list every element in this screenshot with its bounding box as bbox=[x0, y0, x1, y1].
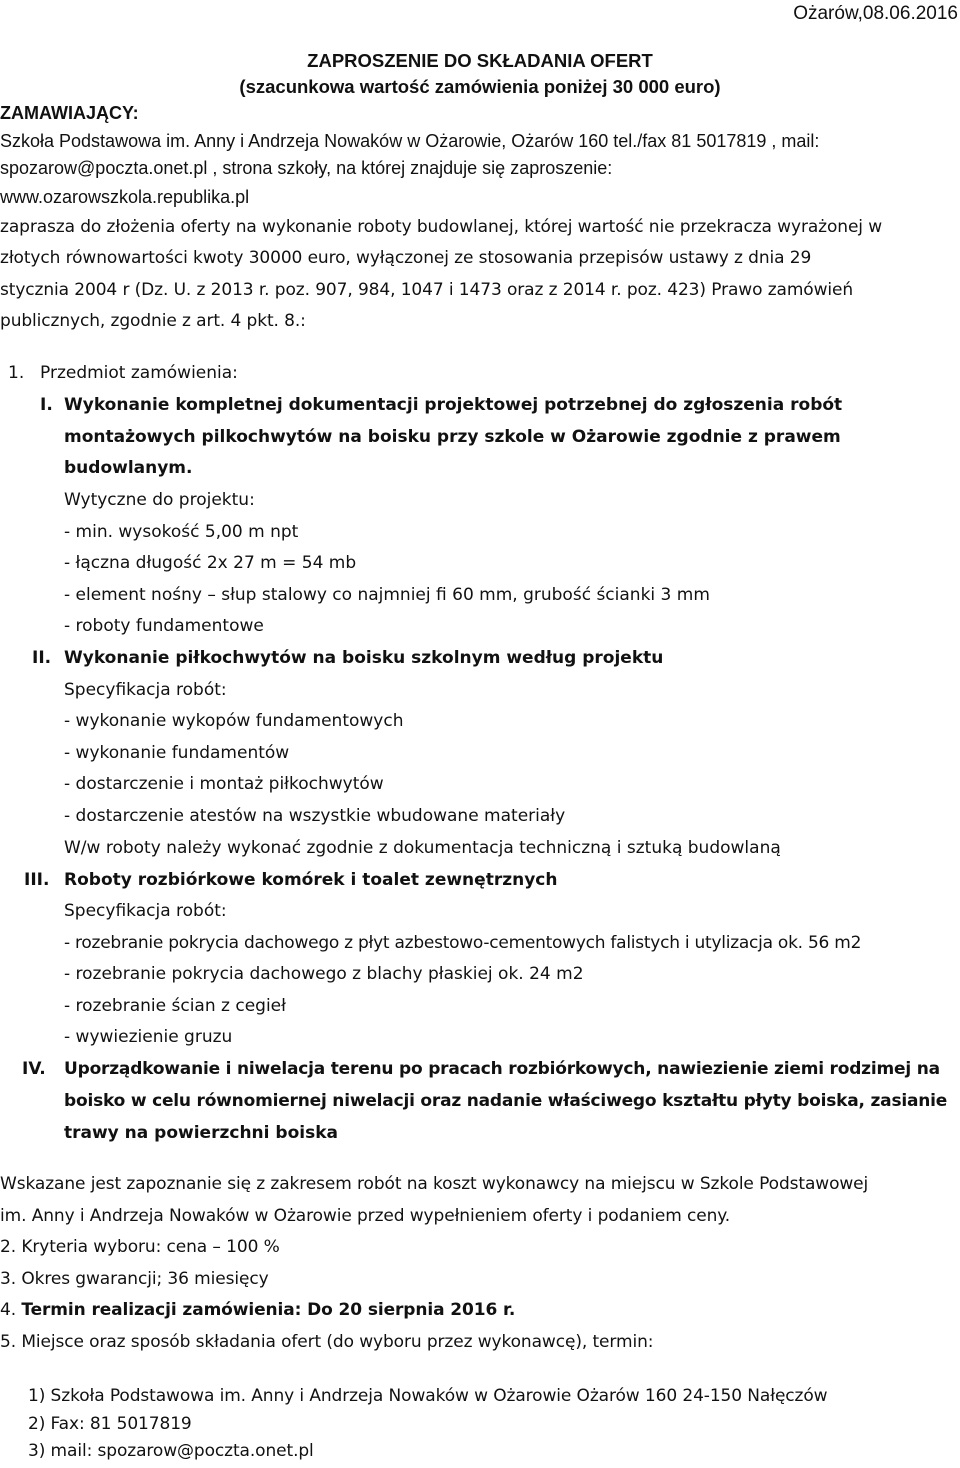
intro-line: publicznych, zgodnie z art. 4 pkt. 8.: bbox=[0, 311, 306, 331]
address-line: spozarow@poczta.onet.pl , strona szkoły, na której znajduje się zaproszenie: bbox=[0, 158, 613, 178]
note-line: Wskazane jest zapoznanie się z zakresem robót na koszt wykonawcy na miejscu w Szkole Podstawowej bbox=[0, 1174, 869, 1194]
part-2-note: W/w roboty należy wykonać zgodnie z dokumentacja techniczną i sztuką budowlaną bbox=[64, 838, 781, 858]
section-1-number: 1. bbox=[8, 363, 25, 383]
part-1-sublabel: Wytyczne do projektu: bbox=[64, 490, 255, 510]
part-3-item: - rozebranie ścian z cegieł bbox=[64, 996, 286, 1016]
zamawiajacy-label: ZAMAWIAJĄCY: bbox=[0, 103, 139, 123]
intro-line: zaprasza do złożenia oferty na wykonanie roboty budowlanej, której wartość nie przekracza wyrażonej w bbox=[0, 217, 883, 237]
document-title: ZAPROSZENIE DO SKŁADANIA OFERT bbox=[307, 50, 653, 71]
option-item: 1) Szkoła Podstawowa im. Anny i Andrzeja Nowaków w Ożarowie Ożarów 160 24-150 Nałęczów bbox=[28, 1386, 828, 1406]
document-subtitle: (szacunkowa wartość zamówienia poniżej 30 000 euro) bbox=[239, 76, 721, 97]
part-3-heading: Roboty rozbiórkowe komórek i toalet zewnętrznych bbox=[64, 870, 558, 890]
part-2-heading: Wykonanie piłkochwytów na boisku szkolnym według projektu bbox=[64, 648, 664, 668]
part-4-heading: Uporządkowanie i niwelacja terenu po pracach rozbiórkowych, nawiezienie ziemi rodzimej na bbox=[64, 1059, 940, 1079]
part-1-item: - element nośny – słup stalowy co najmniej fi 60 mm, grubość ścianki 3 mm bbox=[64, 585, 710, 605]
intro-line: stycznia 2004 r (Dz. U. z 2013 r. poz. 907, 984, 1047 i 1473 oraz z 2014 r. poz. 423) Prawo zamówień bbox=[0, 280, 854, 300]
option-item: 2) Fax: 81 5017819 bbox=[28, 1414, 192, 1434]
part-2-number: II. bbox=[32, 648, 52, 668]
section-2: 2. Kryteria wyboru: cena – 100 % bbox=[0, 1237, 280, 1257]
part-4-heading: trawy na powierzchni boiska bbox=[64, 1123, 338, 1143]
part-1-item: - roboty fundamentowe bbox=[64, 616, 264, 636]
section-4-number: 4. bbox=[0, 1300, 22, 1320]
part-2-item: - dostarczenie atestów na wszystkie wbudowane materiały bbox=[64, 806, 566, 826]
section-3: 3. Okres gwarancji; 36 miesięcy bbox=[0, 1269, 269, 1289]
part-1-number: I. bbox=[40, 395, 53, 415]
part-1-heading: montażowych pilkochwytów na boisku przy szkole w Ożarowie zgodnie z prawem bbox=[64, 427, 841, 447]
part-4-heading: boisko w celu równomiernej niwelacji oraz nadanie właściwego kształtu płyty boiska, zasianie bbox=[64, 1091, 948, 1111]
option-item: 3) mail: spozarow@poczta.onet.pl bbox=[28, 1441, 314, 1461]
note-line: im. Anny i Andrzeja Nowaków w Ożarowie przed wypełnieniem oferty i podaniem ceny. bbox=[0, 1206, 731, 1226]
part-3-item: - rozebranie pokrycia dachowego z blachy płaskiej ok. 24 m2 bbox=[64, 964, 584, 984]
section-1-label: Przedmiot zamówienia: bbox=[40, 363, 238, 383]
part-3-item: - wywiezienie gruzu bbox=[64, 1027, 233, 1047]
part-1-item: - łączna długość 2x 27 m = 54 mb bbox=[64, 553, 357, 573]
part-1-heading: budowlanym. bbox=[64, 458, 193, 478]
section-5: 5. Miejsce oraz sposób składania ofert (do wyboru przez wykonawcę), termin: bbox=[0, 1332, 654, 1352]
intro-line: złotych równowartości kwoty 30000 euro, wyłączonej ze stosowania przepisów ustawy z dnia 29 bbox=[0, 248, 812, 268]
part-3-item: - rozebranie pokrycia dachowego z płyt azbestowo-cementowych falistych i utylizacja ok. 56 m2 bbox=[64, 933, 862, 953]
part-1-heading: Wykonanie kompletnej dokumentacji projektowej potrzebnej do zgłoszenia robót bbox=[64, 395, 843, 415]
part-2-item: - dostarczenie i montaż piłkochwytów bbox=[64, 774, 384, 794]
part-2-sublabel: Specyfikacja robót: bbox=[64, 680, 227, 700]
part-2-item: - wykonanie wykopów fundamentowych bbox=[64, 711, 404, 731]
section-4-text: Termin realizacji zamówienia: Do 20 sierpnia 2016 r. bbox=[21, 1300, 516, 1320]
document-date: Ożarów,08.06.2016 bbox=[793, 3, 958, 24]
part-3-number: III. bbox=[24, 870, 50, 890]
part-1-item: - min. wysokość 5,00 m npt bbox=[64, 522, 299, 542]
part-3-sublabel: Specyfikacja robót: bbox=[64, 901, 227, 921]
section-4 bbox=[0, 1300, 515, 1320]
part-2-item: - wykonanie fundamentów bbox=[64, 743, 290, 763]
address-line: www.ozarowszkola.republika.pl bbox=[0, 187, 250, 207]
part-4-number: IV. bbox=[22, 1059, 46, 1079]
address-line: Szkoła Podstawowa im. Anny i Andrzeja Nowaków w Ożarowie, Ożarów 160 tel./fax 81 5017819 , mail: bbox=[0, 131, 820, 151]
